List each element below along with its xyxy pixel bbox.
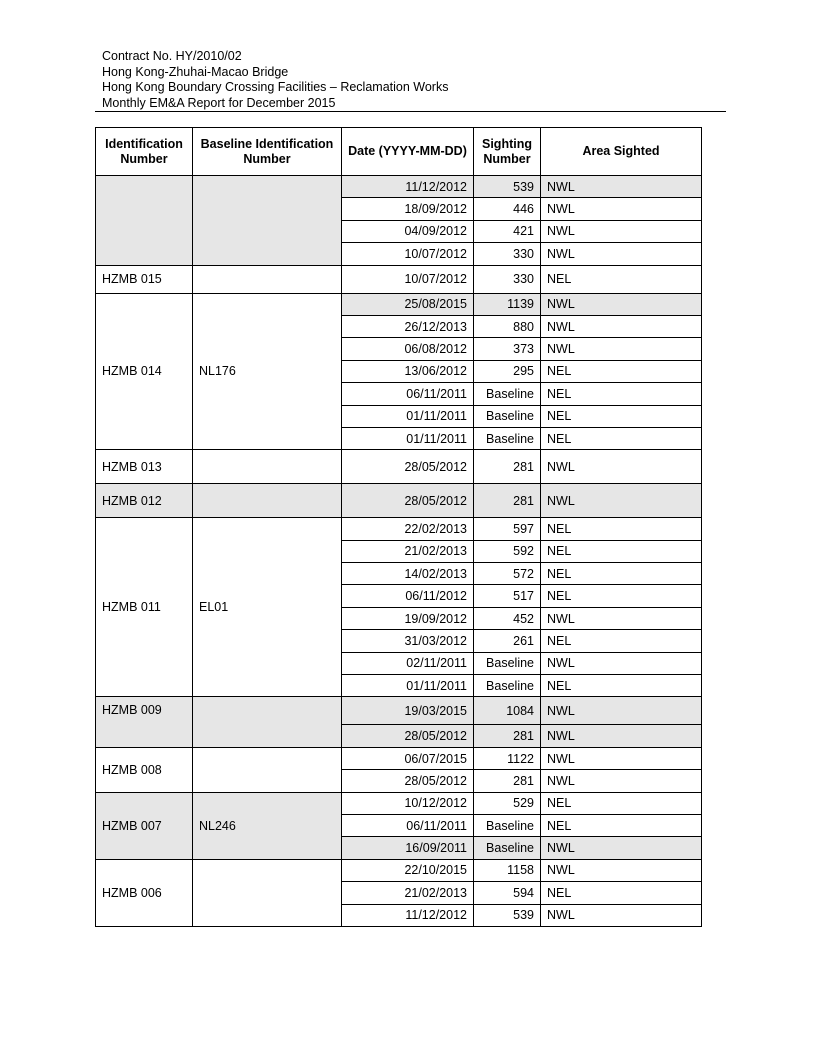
- header-divider: [95, 111, 726, 112]
- date-cell: 11/12/2012: [342, 904, 474, 926]
- date-cell: 22/02/2013: [342, 518, 474, 540]
- sighting-number-cell: 330: [474, 243, 541, 265]
- identification-number-cell: [96, 176, 193, 266]
- table-row: [96, 176, 702, 198]
- identification-number-cell: HZMB 007: [96, 792, 193, 859]
- area-sighted-cell: NWL: [541, 484, 702, 518]
- area-sighted-cell: NWL: [541, 220, 702, 242]
- date-cell: 21/02/2013: [342, 540, 474, 562]
- sighting-number-cell: 373: [474, 338, 541, 360]
- date-cell: 28/05/2012: [342, 725, 474, 747]
- baseline-id-cell: [193, 697, 342, 747]
- baseline-id-cell: [193, 450, 342, 484]
- sighting-number-cell: 1084: [474, 697, 541, 725]
- sighting-number-cell: 1139: [474, 293, 541, 315]
- table-row: [96, 792, 702, 814]
- date-cell: 10/12/2012: [342, 792, 474, 814]
- area-sighted-cell: NEL: [541, 405, 702, 427]
- sighting-number-cell: 539: [474, 904, 541, 926]
- column-header: Identification Number: [96, 128, 193, 176]
- date-cell: 01/11/2011: [342, 427, 474, 449]
- table-row: [96, 293, 702, 315]
- area-sighted-cell: NEL: [541, 792, 702, 814]
- area-sighted-cell: NWL: [541, 904, 702, 926]
- baseline-id-cell: [193, 747, 342, 792]
- sighting-number-cell: Baseline: [474, 405, 541, 427]
- date-cell: 28/05/2012: [342, 450, 474, 484]
- sighting-number-cell: Baseline: [474, 675, 541, 697]
- baseline-id-cell: NL246: [193, 792, 342, 859]
- sighting-number-cell: 421: [474, 220, 541, 242]
- sighting-number-cell: 281: [474, 770, 541, 792]
- project-name: Hong Kong-Zhuhai-Macao Bridge: [102, 64, 289, 79]
- sighting-number-cell: Baseline: [474, 427, 541, 449]
- area-sighted-cell: NWL: [541, 176, 702, 198]
- area-sighted-cell: NEL: [541, 882, 702, 904]
- baseline-id-cell: NL176: [193, 293, 342, 450]
- identification-number-cell: HZMB 008: [96, 747, 193, 792]
- identification-number-cell: HZMB 015: [96, 265, 193, 293]
- baseline-id-cell: [193, 859, 342, 926]
- sighting-number-cell: 281: [474, 484, 541, 518]
- sighting-number-cell: 1122: [474, 747, 541, 769]
- date-cell: 28/05/2012: [342, 484, 474, 518]
- column-header: Baseline Identification Number: [193, 128, 342, 176]
- area-sighted-cell: NWL: [541, 293, 702, 315]
- sighting-number-cell: 517: [474, 585, 541, 607]
- date-cell: 06/11/2011: [342, 814, 474, 836]
- area-sighted-cell: NWL: [541, 450, 702, 484]
- area-sighted-cell: NWL: [541, 697, 702, 725]
- date-cell: 06/08/2012: [342, 338, 474, 360]
- sighting-number-cell: 446: [474, 198, 541, 220]
- sighting-number-cell: 572: [474, 563, 541, 585]
- table-header-row: [96, 128, 702, 176]
- column-header: Area Sighted: [541, 128, 702, 176]
- area-sighted-cell: NWL: [541, 747, 702, 769]
- date-cell: 19/09/2012: [342, 607, 474, 629]
- sighting-number-cell: Baseline: [474, 652, 541, 674]
- date-cell: 31/03/2012: [342, 630, 474, 652]
- sighting-number-cell: 281: [474, 450, 541, 484]
- area-sighted-cell: NEL: [541, 814, 702, 836]
- column-header: Date (YYYY-MM-DD): [342, 128, 474, 176]
- table-row: [96, 484, 702, 518]
- date-cell: 06/07/2015: [342, 747, 474, 769]
- sighting-number-cell: 529: [474, 792, 541, 814]
- contract-number: Contract No. HY/2010/02: [102, 49, 242, 63]
- sighting-number-cell: 330: [474, 265, 541, 293]
- date-cell: 10/07/2012: [342, 243, 474, 265]
- area-sighted-cell: NWL: [541, 198, 702, 220]
- area-sighted-cell: NEL: [541, 585, 702, 607]
- date-cell: 11/12/2012: [342, 176, 474, 198]
- facility-name: Hong Kong Boundary Crossing Facilities – Reclamation Works: [102, 80, 449, 94]
- date-cell: 26/12/2013: [342, 315, 474, 337]
- baseline-id-cell: [193, 265, 342, 293]
- date-cell: 19/03/2015: [342, 697, 474, 725]
- baseline-id-cell: [193, 484, 342, 518]
- area-sighted-cell: NWL: [541, 859, 702, 881]
- date-cell: 22/10/2015: [342, 859, 474, 881]
- date-cell: 16/09/2011: [342, 837, 474, 859]
- table-row: [96, 859, 702, 881]
- area-sighted-cell: NEL: [541, 427, 702, 449]
- table-row: [96, 265, 702, 293]
- area-sighted-cell: NEL: [541, 265, 702, 293]
- area-sighted-cell: NWL: [541, 607, 702, 629]
- date-cell: 06/11/2012: [342, 585, 474, 607]
- sighting-number-cell: 295: [474, 360, 541, 382]
- report-title: Monthly EM&A Report for December 2015: [102, 95, 336, 110]
- date-cell: 10/07/2012: [342, 265, 474, 293]
- sighting-number-cell: 880: [474, 315, 541, 337]
- table-row: [96, 697, 702, 725]
- report-header: [102, 49, 448, 111]
- sighting-number-cell: 261: [474, 630, 541, 652]
- sighting-number-cell: 281: [474, 725, 541, 747]
- baseline-id-cell: EL01: [193, 518, 342, 697]
- table-body: [96, 176, 702, 927]
- column-header: Sighting Number: [474, 128, 541, 176]
- identification-number-cell: HZMB 006: [96, 859, 193, 926]
- sighting-number-cell: Baseline: [474, 814, 541, 836]
- area-sighted-cell: NEL: [541, 563, 702, 585]
- sighting-table: [95, 127, 702, 927]
- baseline-id-cell: [193, 176, 342, 266]
- date-cell: 28/05/2012: [342, 770, 474, 792]
- sighting-number-cell: 539: [474, 176, 541, 198]
- area-sighted-cell: NWL: [541, 837, 702, 859]
- table-row: [96, 747, 702, 769]
- area-sighted-cell: NWL: [541, 338, 702, 360]
- sighting-number-cell: 592: [474, 540, 541, 562]
- identification-number-cell: HZMB 014: [96, 293, 193, 450]
- area-sighted-cell: NWL: [541, 315, 702, 337]
- date-cell: 13/06/2012: [342, 360, 474, 382]
- sighting-number-cell: Baseline: [474, 383, 541, 405]
- identification-number-cell: HZMB 012: [96, 484, 193, 518]
- date-cell: 04/09/2012: [342, 220, 474, 242]
- area-sighted-cell: NEL: [541, 630, 702, 652]
- area-sighted-cell: NEL: [541, 383, 702, 405]
- sighting-number-cell: 452: [474, 607, 541, 629]
- date-cell: 01/11/2011: [342, 405, 474, 427]
- area-sighted-cell: NWL: [541, 243, 702, 265]
- area-sighted-cell: NEL: [541, 360, 702, 382]
- date-cell: 21/02/2013: [342, 882, 474, 904]
- sighting-number-cell: 1158: [474, 859, 541, 881]
- date-cell: 01/11/2011: [342, 675, 474, 697]
- date-cell: 06/11/2011: [342, 383, 474, 405]
- identification-number-cell: HZMB 009: [96, 697, 193, 747]
- area-sighted-cell: NWL: [541, 770, 702, 792]
- sighting-number-cell: Baseline: [474, 837, 541, 859]
- area-sighted-cell: NEL: [541, 675, 702, 697]
- sighting-number-cell: 597: [474, 518, 541, 540]
- area-sighted-cell: NEL: [541, 540, 702, 562]
- identification-number-cell: HZMB 013: [96, 450, 193, 484]
- area-sighted-cell: NWL: [541, 725, 702, 747]
- area-sighted-cell: NEL: [541, 518, 702, 540]
- table-row: [96, 450, 702, 484]
- date-cell: 25/08/2015: [342, 293, 474, 315]
- area-sighted-cell: NWL: [541, 652, 702, 674]
- sighting-number-cell: 594: [474, 882, 541, 904]
- date-cell: 02/11/2011: [342, 652, 474, 674]
- date-cell: 14/02/2013: [342, 563, 474, 585]
- identification-number-cell: HZMB 011: [96, 518, 193, 697]
- table-row: [96, 518, 702, 540]
- date-cell: 18/09/2012: [342, 198, 474, 220]
